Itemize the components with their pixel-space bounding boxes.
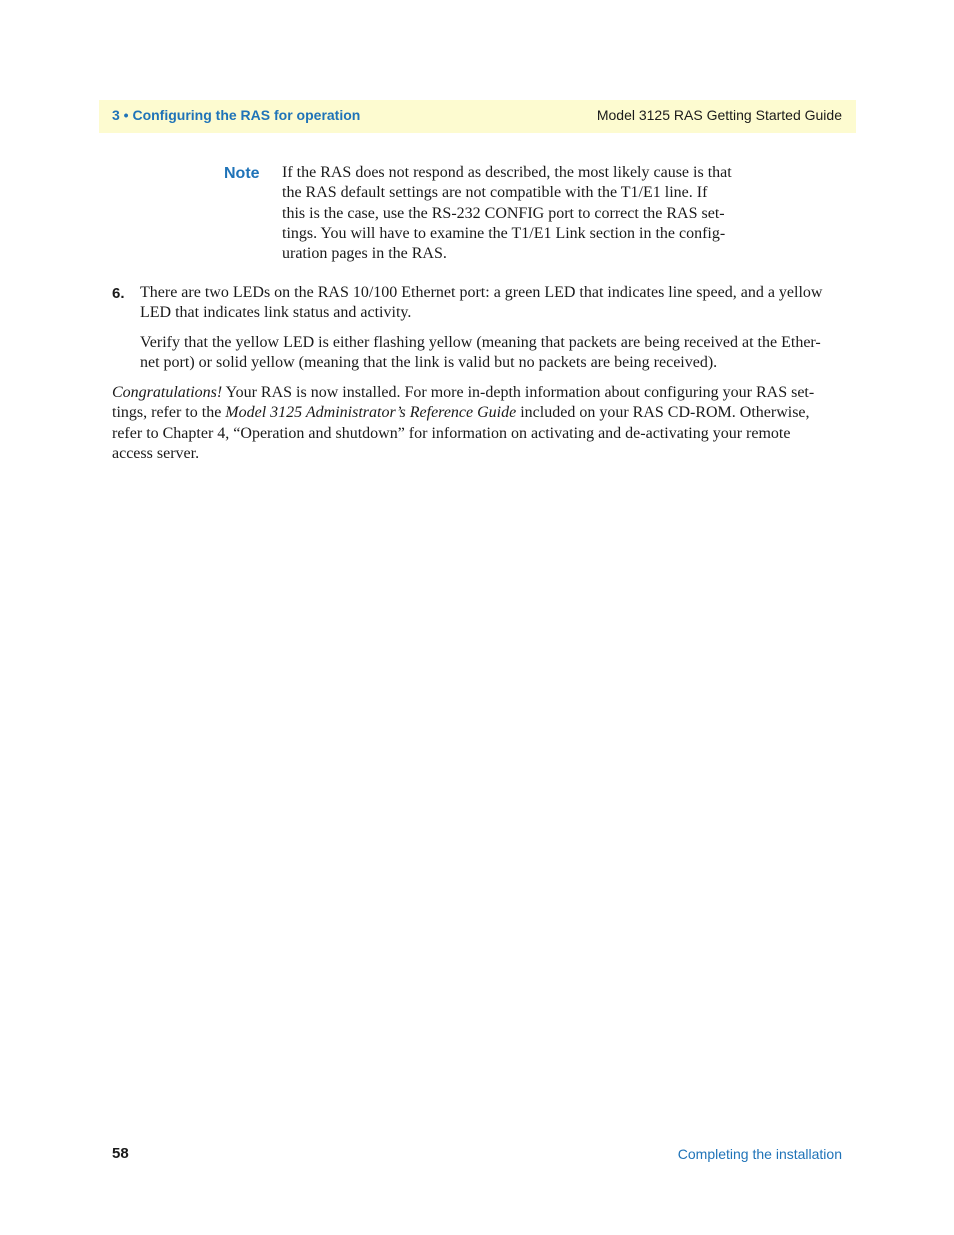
step-paragraph-verify bbox=[140, 333, 850, 374]
congratulations-paragraph bbox=[112, 383, 852, 464]
note-line: this is the case, use the RS-232 CONFIG port to correct the RAS set- bbox=[282, 204, 725, 222]
page-number: 58 bbox=[112, 1145, 129, 1162]
note-line: the RAS default settings are not compatible with the T1/E1 line. If bbox=[282, 184, 708, 202]
guide-title: Model 3125 RAS Getting Started Guide bbox=[596, 107, 842, 123]
paragraph-line bbox=[112, 383, 852, 403]
note-text bbox=[282, 163, 752, 264]
congrats-text: included on your RAS CD-ROM. Otherwise, bbox=[516, 404, 810, 422]
paragraph-line: Verify that the yellow LED is either flashing yellow (meaning that packets are being received at the Ether- bbox=[140, 334, 821, 351]
step-number: 6. bbox=[112, 285, 125, 302]
reference-guide-title: Model 3125 Administrator’s Reference Guide bbox=[225, 404, 517, 422]
paragraph-line: There are two LEDs on the RAS 10/100 Ethernet port: a green LED that indicates line speed, and a yellow bbox=[140, 284, 823, 301]
chapter-heading: 3 • Configuring the RAS for operation bbox=[112, 107, 361, 123]
paragraph-line: access server. bbox=[112, 444, 200, 462]
note-line: tings. You will have to examine the T1/E1 Link section in the config- bbox=[282, 224, 726, 242]
note-line: uration pages in the RAS. bbox=[282, 245, 447, 263]
congrats-text: tings, refer to the bbox=[112, 404, 226, 422]
footer-section-title: Completing the installation bbox=[677, 1146, 842, 1162]
note-label: Note bbox=[224, 165, 260, 182]
paragraph-line bbox=[112, 403, 852, 423]
note-line: If the RAS does not respond as described, the most likely cause is that bbox=[282, 164, 732, 181]
paragraph-line: refer to Chapter 4, “Operation and shutdown” for information on activating and de-activating your remote bbox=[112, 424, 791, 442]
step-paragraph-leds bbox=[140, 283, 850, 324]
paragraph-line: net port) or solid yellow (meaning that the link is valid but no packets are being received). bbox=[140, 354, 718, 372]
congratulations-lead: Congratulations! bbox=[112, 384, 223, 401]
paragraph-line: LED that indicates link status and activity. bbox=[140, 304, 412, 322]
congrats-text: Your RAS is now installed. For more in-depth information about configuring your RAS set- bbox=[222, 384, 815, 401]
